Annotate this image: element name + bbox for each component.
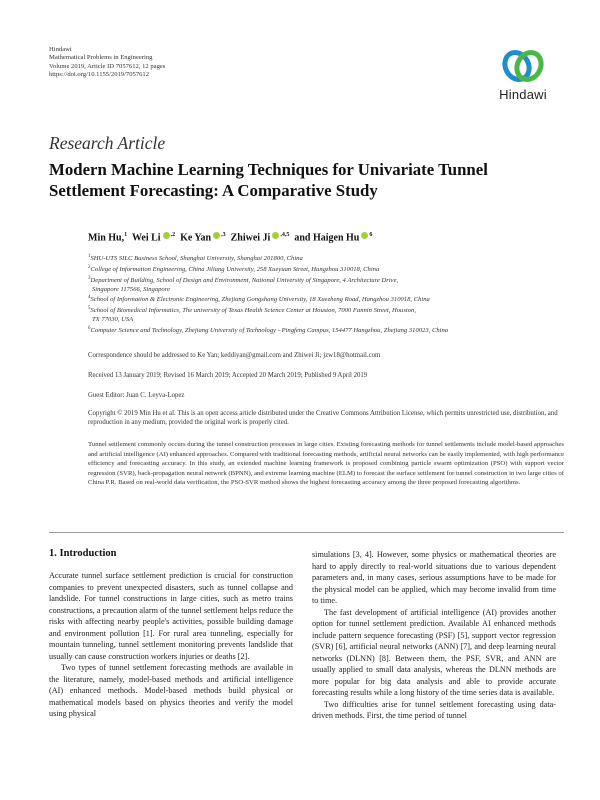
- author-name: and Haigen Hu: [294, 232, 360, 244]
- author-name: Wei Li: [131, 232, 161, 244]
- logo-wordmark: Hindawi: [499, 87, 547, 102]
- orcid-icon[interactable]: [272, 232, 279, 239]
- affiliation-text: SHU-UTS SILC Business School, Shanghai University, Shanghai 201800, China: [90, 255, 303, 263]
- affiliation: [88, 305, 564, 316]
- body-paragraph: simulations [3, 4]. However, some physics or mathematical theories are hard to apply directly to real-world situations due to various dependent parameters and, in many cases, serious assumptions have to be made for the physical model can be applied, which may become invalid from time to time.: [312, 550, 556, 605]
- body-paragraph: The fast development of artificial intelligence (AI) provides another option for tunnel settlement prediction. Available AI enhanced methods include pattern sequence forecasting (PSF) [5], support vector regression (SVR) [6], artificial neural networks (ANN) [7], and deep learning neural networks (DLNN) [8]. Between them, the PSF, SVR, and ANN are usually applied to small data analysis, whereas the DLNN methods are more popular for big data analysis and able to provide accurate forecasting results while a long history of the time series data is available.: [312, 607, 556, 697]
- affiliation-list: [88, 253, 564, 336]
- abstract: Tunnel settlement commonly occurs during the tunnel construction processes in large cities. Existing forecasting methods for tunnel settlements include model-based approaches and artificial intelligence (AI) enhanced approaches. Compared with traditional forecasting methods, artificial neural networks can be easily implemented, with high performance efficiency and forecasting accuracy. In this study, an extended machine learning framework is proposed combining particle swarm optimization (PSO) with support vector regression (SVR), back-propagation neural network (BPNN), and extreme learning machine (ELM) to forecast the surface settlement for tunnel construction in two large cities of China P.R. Based on real-world data verification, the PSO-SVR method shows the highest forecasting accuracy among the three proposed forecasting algorithms.: [88, 441, 564, 487]
- article-title: Modern Machine Learning Techniques for Univariate Tunnel Settlement Forecasting: A Comparative Study: [49, 160, 488, 200]
- orcid-icon[interactable]: [213, 232, 220, 239]
- author-list: [88, 232, 372, 243]
- orcid-icon[interactable]: [361, 232, 368, 239]
- article-type: Research Article: [49, 133, 166, 153]
- affiliation: [88, 264, 564, 275]
- body-paragraph: Two types of tunnel settlement forecasting methods are available in the literature, namely, model-based methods and artificial intelligence (AI) enhanced methods. Model-based methods build physical or mathematical models based on physics theories and verify the model using physical: [49, 663, 293, 718]
- hindawi-logo[interactable]: [488, 46, 558, 108]
- journal-header: [49, 46, 165, 80]
- affiliation-text: Computer Science and Technology, Zhejiang University of Technology - Pingfeng Campus, 154477 Hangzhou, Zhejiang 310023, China: [90, 327, 449, 335]
- affiliation-continued: TX 77030, USA: [92, 316, 134, 324]
- copyright-notice: Copyright © 2019 Min Hu et al. This is an open access article distributed under the Creative Commons Attribution License, which permits unrestricted use, distribution, and reproduction in any medium, provided the original work is properly cited.: [88, 410, 558, 426]
- author-name: Ke Yan: [180, 232, 212, 244]
- affiliation-number: 4: [88, 295, 91, 301]
- author-name: Min Hu,: [88, 232, 125, 244]
- author-affil-sup: ,4,5: [280, 232, 290, 238]
- affiliation-number: 2: [88, 264, 91, 270]
- affiliation: [88, 294, 564, 305]
- journal-name: Mathematical Problems in Engineering: [49, 54, 153, 62]
- guest-editor: Guest Editor: Juan C. Leyva-Lopez: [88, 392, 185, 399]
- affiliation-number: 3: [88, 275, 91, 281]
- affiliation: [88, 325, 564, 336]
- doi-link[interactable]: https://doi.org/10.1155/2019/7057612: [49, 71, 150, 79]
- body-column-left: [49, 570, 293, 720]
- section-heading: 1. Introduction: [49, 548, 117, 559]
- body-paragraph: Two difficulties arise for tunnel settlement forecasting using data-driven methods. First, the time period of tunnel: [312, 699, 556, 720]
- author-name: Zhiwei Ji: [230, 232, 271, 244]
- affiliation-text: School of Biomedical Informatics, The university of Texas Health Science Center at Houston, 7000 Fannin Street, Houston,: [90, 307, 416, 315]
- affiliation-continued: Singapore 117566, Singapore: [92, 285, 170, 293]
- affiliation: [88, 253, 564, 264]
- orcid-icon[interactable]: [163, 232, 170, 239]
- affiliation-text: College of Information Engineering, China Jiliang University, 258 Xueyuan Street, Hangzhou 310018, China: [90, 266, 380, 274]
- hindawi-logo-icon: [501, 46, 545, 86]
- affiliation-text: Department of Building, School of Design and Environment, National University of Singapore, 4 Architecture Drive,: [90, 276, 399, 284]
- publication-dates: Received 13 January 2019; Revised 16 March 2019; Accepted 20 March 2019; Published 9 April 2019: [88, 372, 368, 379]
- body-column-right: [312, 549, 556, 722]
- author-affil-sup: 6: [369, 232, 373, 238]
- affiliation: [88, 275, 564, 286]
- affiliation-text: School of Information & Electronic Engineering, Zhejiang Gongshang University, 18 Xuezheng Road, Hangzhou 310018, China: [90, 296, 430, 304]
- author-affil-sup: 1: [124, 232, 128, 238]
- volume-line: Volume 2019, Article ID 7057612, 12 pages: [49, 62, 166, 70]
- affiliation-number: 5: [88, 306, 91, 312]
- author-affil-sup: ,3: [221, 232, 226, 238]
- correspondence: Correspondence should be addressed to Ke Yan; keddiyan@gmail.com and Zhiwei Ji; jzw18@hotmail.com: [88, 352, 381, 359]
- author-affil-sup: ,2: [170, 232, 176, 238]
- section-divider: [49, 532, 564, 533]
- affiliation-number: 6: [88, 325, 91, 331]
- body-paragraph: Accurate tunnel surface settlement prediction is crucial for construction companies to prevent unexpected disasters, such as tunnel collapse and landslide. For tunnel constructions in large cities, such as metro trains constructions, a precaution alarm of the tunnel settlement helps reduce the risks with affecting nearby people's activities, possible building damage and environment pollution [1]. For rural area tunneling, especially for mountain tunneling, tunnel settlement monitoring prevents landslide that usually can cause construction workers injuries or deaths [2].: [49, 571, 293, 661]
- publisher-name: Hindawi: [49, 46, 72, 53]
- affiliation-number: 1: [88, 254, 91, 259]
